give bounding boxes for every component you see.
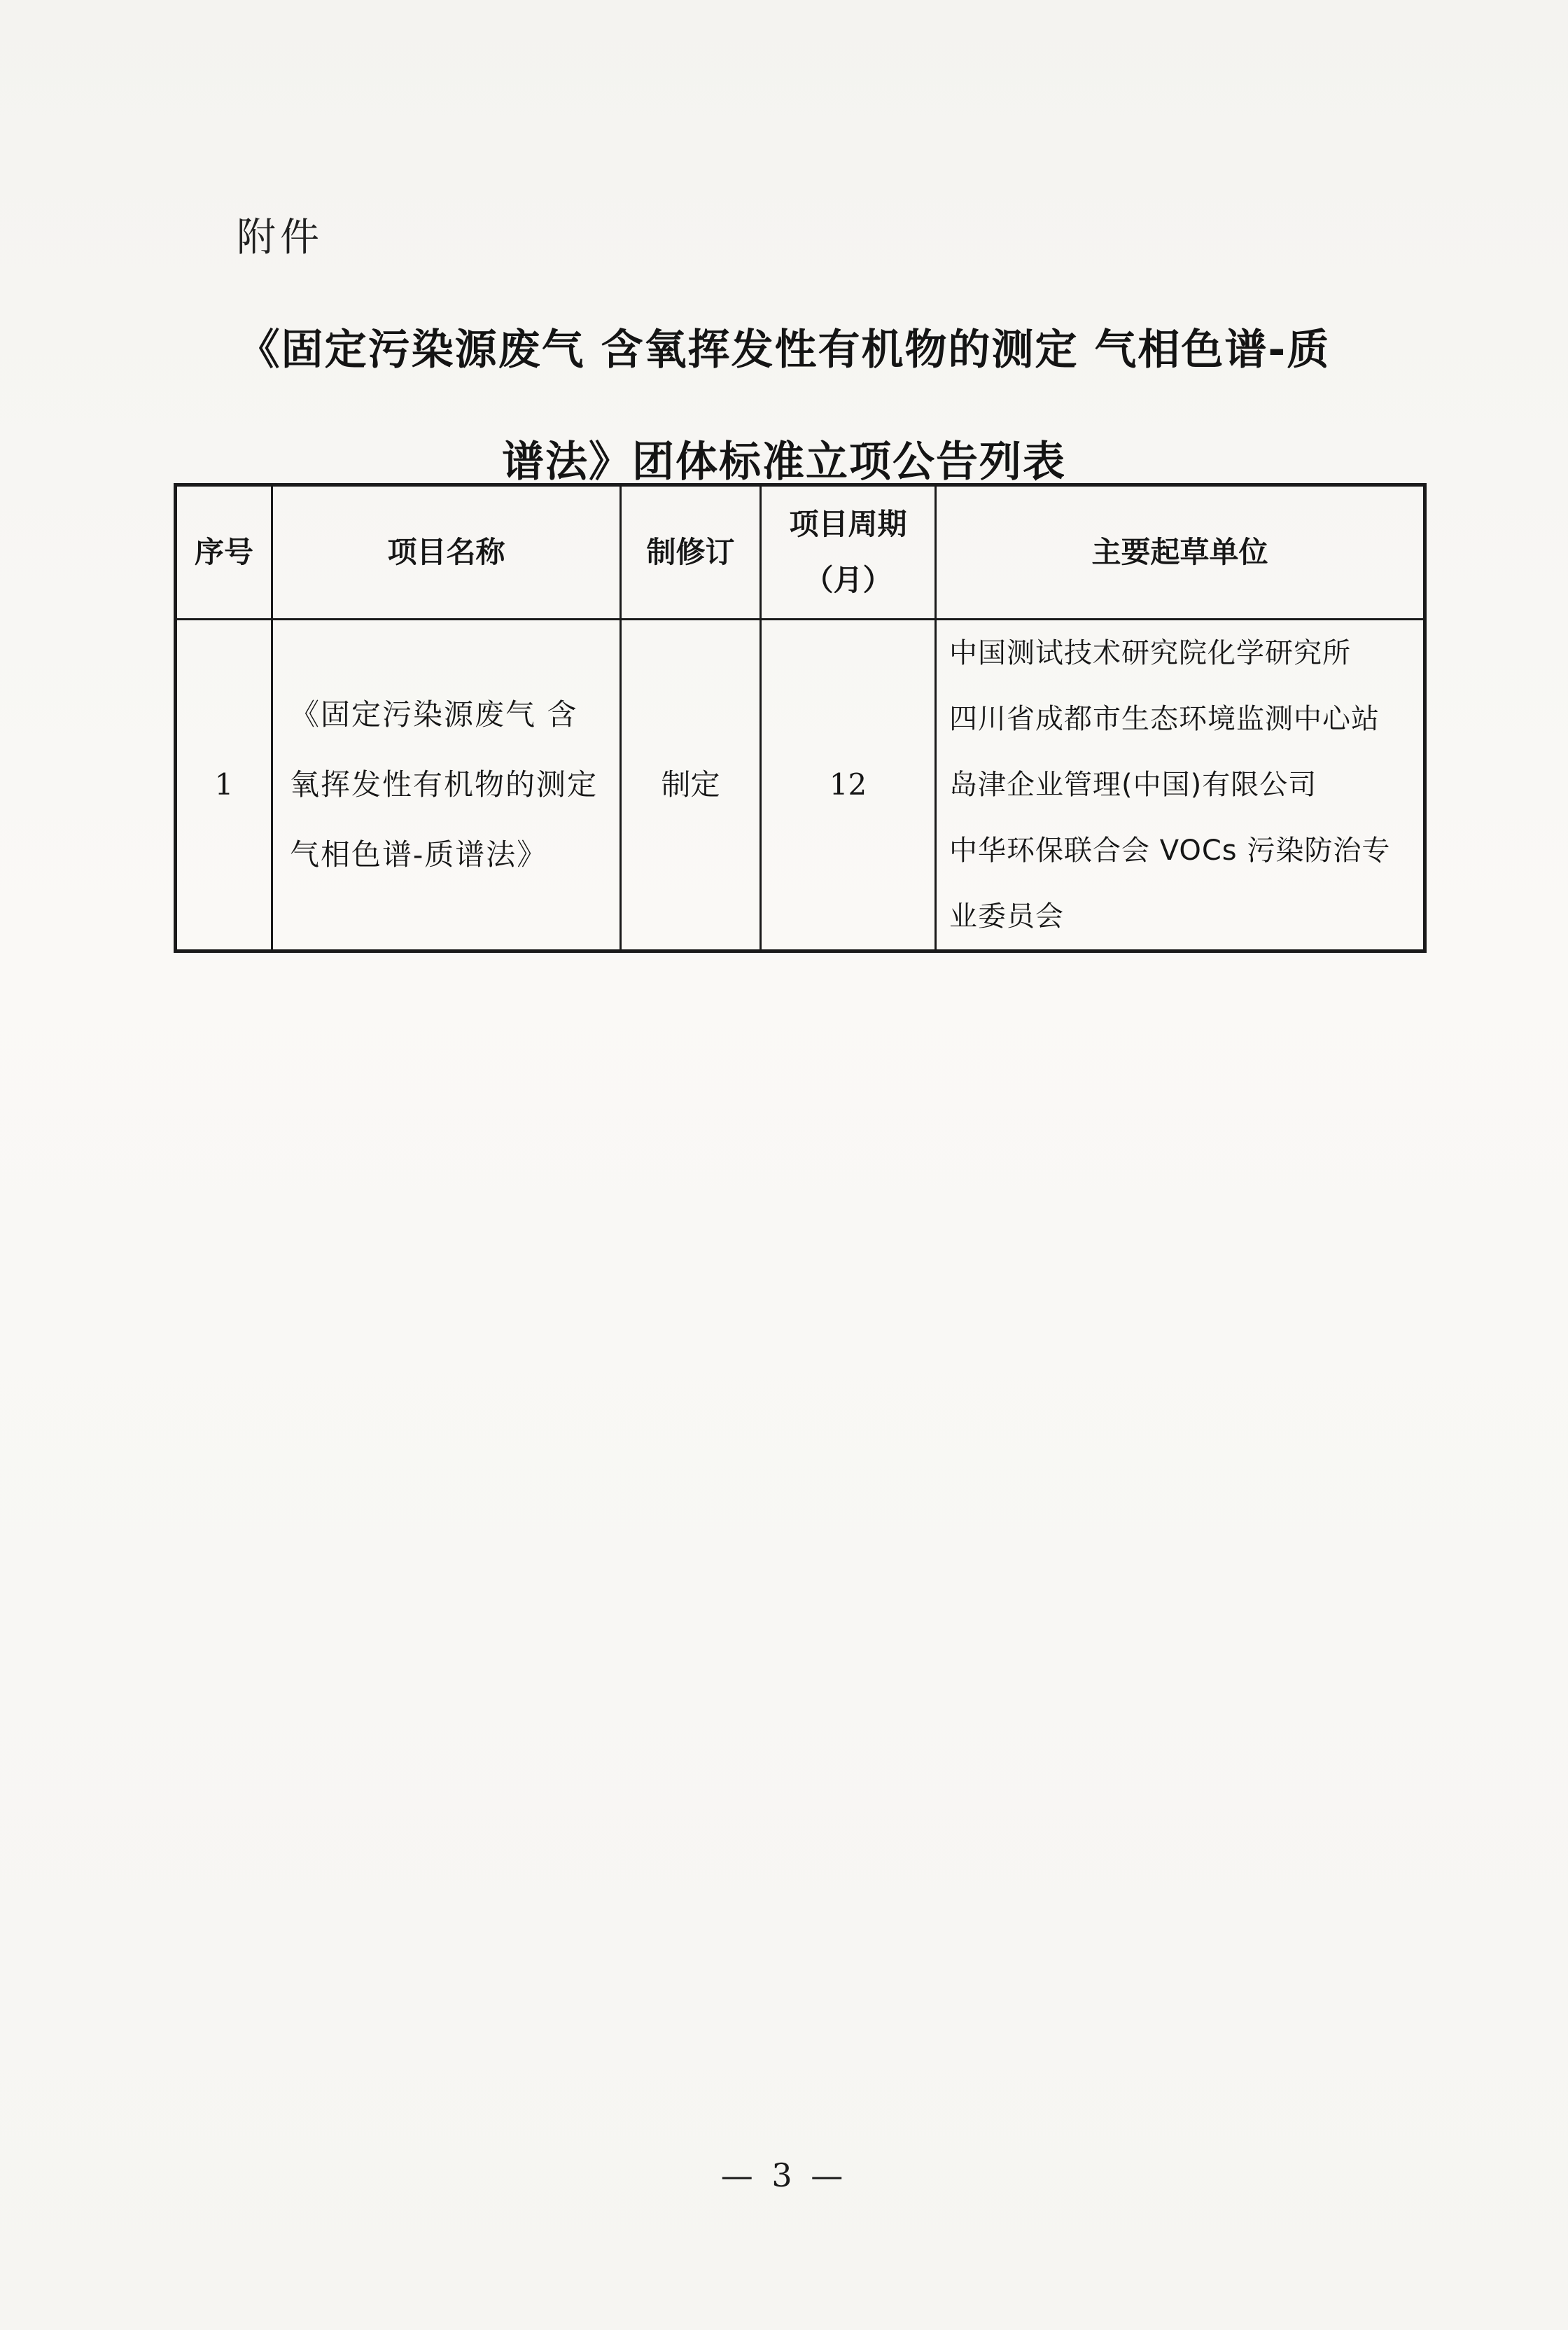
header-index: 序号: [176, 485, 272, 620]
cell-index: 1: [176, 620, 272, 951]
drafting-unit: 四川省成都市生态环境监测中心站: [949, 703, 1380, 735]
drafting-unit: 业委员会: [949, 900, 1064, 933]
table-header-row: [176, 485, 1425, 620]
cell-drafting-units: [936, 620, 1425, 951]
project-list-table: [174, 483, 1427, 953]
header-project-name: 项目名称: [272, 485, 621, 620]
cell-project-name: 《固定污染源废气 含氧挥发性有机物的测定 气相色谱-质谱法》: [272, 620, 621, 951]
header-revision: 制修订: [621, 485, 761, 620]
cell-revision: 制定: [621, 620, 761, 951]
header-cycle-line2: （月）: [804, 563, 892, 597]
page-number: — 3 —: [720, 2156, 848, 2194]
cell-cycle: 12: [761, 620, 936, 951]
title-line-2: 谱法》团体标准立项公告列表: [502, 438, 1066, 487]
table-row: [176, 620, 1425, 951]
title-line-1: 《固定污染源废气 含氧挥发性有机物的测定 气相色谱-质: [237, 326, 1331, 375]
drafting-unit: 中国测试技术研究院化学研究所: [949, 637, 1351, 669]
drafting-unit: 岛津企业管理(中国)有限公司: [949, 769, 1317, 801]
drafting-unit: 中华环保联合会 VOCs 污染防治专: [949, 835, 1391, 867]
header-drafting-units: 主要起草单位: [936, 485, 1425, 620]
attachment-label: 附件: [237, 215, 323, 260]
header-cycle-line1: 项目周期: [789, 507, 907, 541]
header-cycle: [761, 485, 936, 620]
